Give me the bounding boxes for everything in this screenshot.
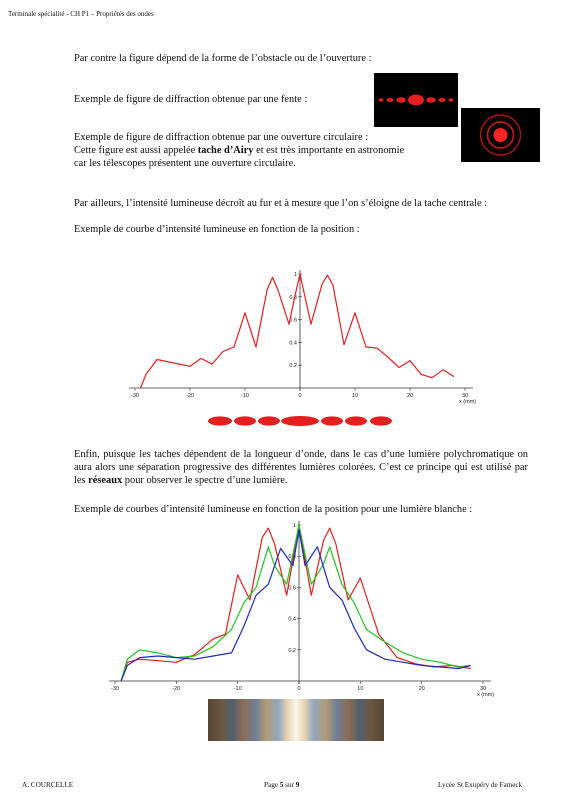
y-tick-label: 0.4 — [289, 340, 297, 347]
x-tick-label: 30 — [461, 393, 469, 399]
slit-diffraction-spots — [374, 73, 458, 127]
x-axis-label: x (mm) — [477, 692, 495, 698]
y-tick-label: 0.8 — [289, 294, 297, 301]
airy-term: tache d’Airy — [197, 145, 254, 156]
paragraph-polychromatic — [74, 448, 528, 487]
y-tick-label: 0.2 — [288, 647, 296, 654]
polychromatic-text-end: pour observer le spectre d’une lumière. — [122, 475, 288, 486]
airy-line-2-start: Cette figure est aussi appelée — [74, 145, 198, 156]
airy-line-3: car les télescopes présentent une ouverture circulaire. — [74, 158, 296, 169]
y-tick-label: 1 — [292, 523, 296, 529]
slit-diffraction-image — [374, 73, 458, 127]
x-tick-label: -30 — [131, 393, 139, 399]
polychromatic-text-start: Enfin, puisque les taches dépendent de la longueur d’onde, dans le cas d’une lumière polychromatique on aura alors une séparation progressive des différentes lumières colorées. C’est ce principe qui est utilisé par les — [74, 449, 528, 486]
x-tick-label: -10 — [233, 686, 242, 692]
slit-pattern-strip — [200, 413, 400, 429]
x-tick-label: -20 — [172, 686, 181, 692]
x-tick-label: -10 — [241, 393, 249, 399]
x-tick-label: 30 — [479, 686, 487, 692]
airy-disk-image — [461, 108, 540, 162]
x-tick-label: 20 — [418, 686, 425, 692]
x-tick-label: -30 — [111, 686, 119, 692]
y-tick-label: 0.2 — [289, 363, 297, 370]
x-tick-label: 10 — [357, 686, 364, 692]
y-tick-label: 0.6 — [288, 585, 296, 592]
airy-line-2 — [74, 144, 528, 157]
paragraph-white-light-example: Exemple de courbes d’intensité lumineuse en fonction de la position pour une lumière blanche : — [74, 504, 473, 515]
x-tick-label: 0 — [298, 393, 302, 399]
x-tick-label: 20 — [406, 393, 414, 399]
paragraph-airy — [74, 131, 528, 170]
intensity-chart — [120, 236, 480, 408]
x-tick-label: 10 — [351, 393, 359, 399]
page-total: 9 — [295, 781, 300, 789]
y-tick-label: 1 — [293, 272, 297, 278]
airy-line-2-end: et est très importante en astronomie — [253, 145, 405, 156]
series-line — [141, 274, 455, 388]
spectrum-strip — [208, 699, 384, 741]
airy-disk-rings — [461, 108, 540, 162]
y-tick-label: 0.8 — [288, 554, 296, 561]
paragraph-shape-dependence: Par contre la figure dépend de la forme de l’obstacle ou de l’ouverture : — [74, 53, 372, 64]
footer-school: Lycée St Exupéry de Fameck — [438, 781, 523, 789]
footer-author: A. COURCELLE — [22, 781, 74, 789]
x-tick-label: 0 — [297, 686, 301, 692]
paragraph-slit-example: Exemple de figure de diffraction obtenue par une fente : — [74, 94, 308, 105]
paragraph-intensity-decrease: Par ailleurs, l’intensité lumineuse décroît au fur et à mesure que l’on s’éloigne de la tache centrale : — [74, 198, 488, 209]
paragraph-intensity-example: Exemple de courbe d’intensité lumineuse en fonction de la position : — [74, 224, 360, 235]
y-tick-label: 0.6 — [289, 317, 297, 324]
page-of-word: sur — [283, 781, 296, 789]
white-light-intensity-chart — [105, 513, 500, 700]
airy-line-1: Exemple de figure de diffraction obtenue par une ouverture circulaire : — [74, 132, 369, 143]
page-current: 5 — [279, 781, 284, 789]
page-word: Page — [264, 781, 280, 789]
x-tick-label: -20 — [186, 393, 194, 399]
page-header: Terminale spécialité - CH P1 – Propriétés des ondes — [8, 10, 154, 18]
y-tick-label: 0.4 — [288, 616, 296, 623]
x-axis-label: x (mm) — [459, 399, 477, 405]
footer-page-number — [264, 781, 299, 789]
gratings-term: réseaux — [88, 475, 123, 486]
